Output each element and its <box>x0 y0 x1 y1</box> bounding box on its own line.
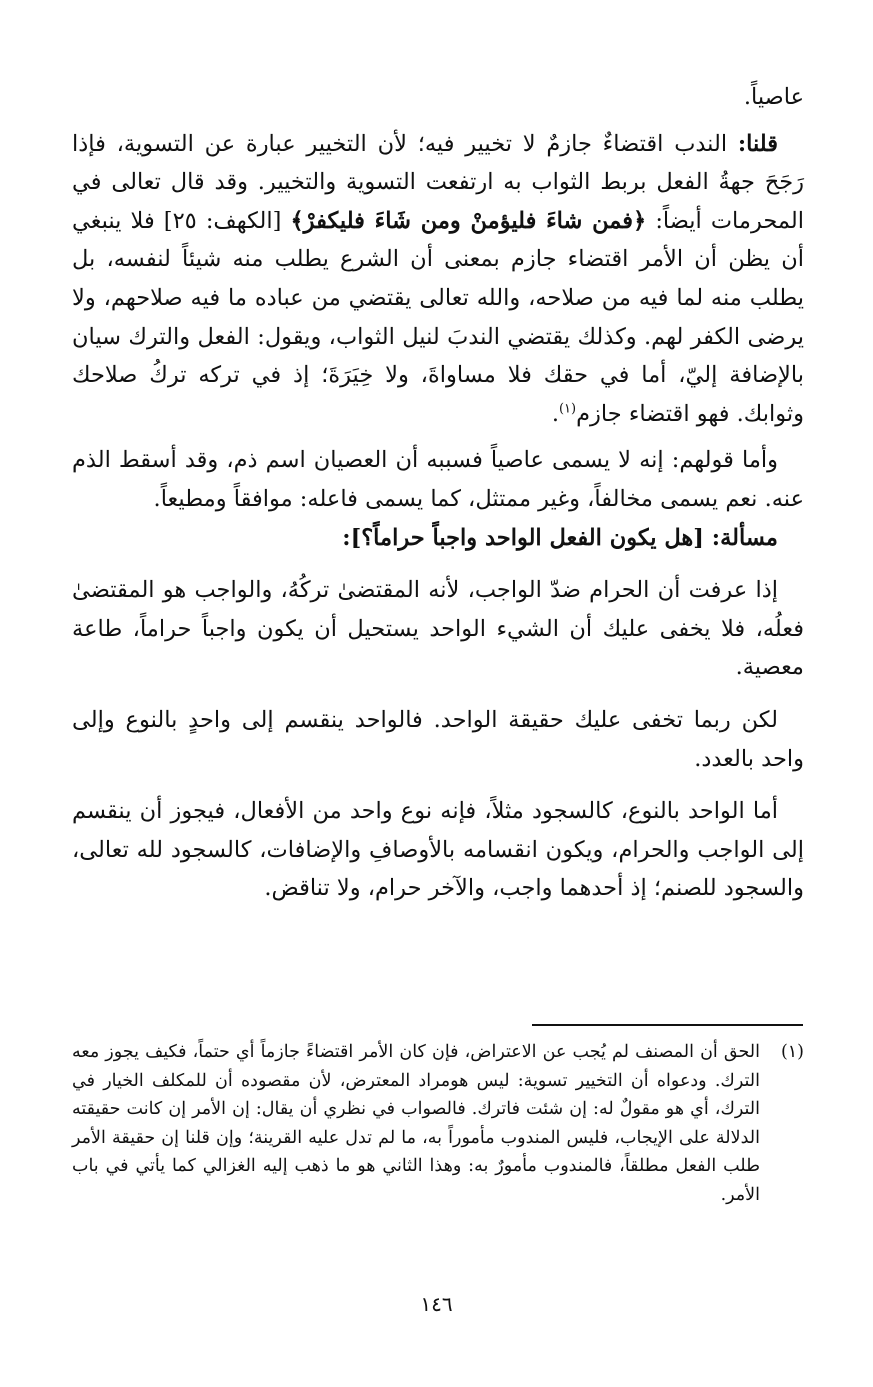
footnote-reference[interactable]: (١) <box>558 401 577 417</box>
paragraph-2-lead: قلنا: <box>737 130 778 157</box>
paragraph-2-end: . <box>551 400 559 427</box>
footnote <box>72 1038 804 1210</box>
quran-verse: ﴿فمن شاءَ فليؤمنْ ومن شَاءَ فليكفرْ﴾ <box>290 207 647 234</box>
paragraph-5: لكن ربما تخفى عليك حقيقة الواحد. فالواحد ينقسم إلى واحدٍ بالنوع وإلى واحد بالعدد. <box>72 706 804 772</box>
paragraph-2 <box>72 125 804 434</box>
paragraph-2-text-a: الندب اقتضاءٌ جازمٌ لا تخيير فيه؛ لأن التخيير عبارة عن التسوية، فإذا رَجَحَ جهةُ الفعل بربط الثواب به ارتفعت التسوية والتخيير. وقد قال تعالى في المحرمات أيضاً: <box>72 130 805 234</box>
paragraph-4: إذا عرفت أن الحرام ضدّ الواجب، لأنه المقتضىٰ تركُهُ، والواجب هو المقتضىٰ فعلُه، فلا يخفى عليك أن الشيء الواحد يستحيل أن يكون واجباً حراماً، طاعة معصية. <box>72 577 804 681</box>
paragraph-3: وأما قولهم: إنه لا يسمى عاصياً فسببه أن العصيان اسم ذم، وقد أسقط الذم عنه. نعم يسمى مخالفاً، وغير ممتثل، كما يسمى فاعله: موافقاً ومطيعاً. <box>72 447 804 512</box>
page-body <box>72 78 804 908</box>
section-heading-title: [هل يكون الفعل الواحد واجباً حراماً؟]: <box>342 524 712 551</box>
page-number: ١٤٦ <box>420 1292 453 1316</box>
paragraph-1: عاصياً. <box>743 84 804 110</box>
paragraph-6: أما الواحد بالنوع، كالسجود مثلاً، فإنه نوع واحد من الأفعال، فيجوز أن ينقسم إلى الواجب والحرام، ويكون انقسامه بالأوصافِ والإضافات، كالسجود لله تعالى، والسجود للصنم؛ إذ أحدهما واجب، والآخر حرام، ولا تناقض. <box>72 798 804 902</box>
section-heading-lead: مسألة: <box>711 524 778 551</box>
section-heading <box>72 519 804 558</box>
paragraph-2-text-b: [الكهف: ٢٥] فلا ينبغي أن يظن أن الأمر اقتضاء جازم بمعنى أن الشرع يطلب منه شيئاً لنفسه، بل يطلب منه لما فيه من صلاحه، والله تعالى يقتضي من عباده ما فيه صلاحهم، ولا يرضى الكفر لهم. وكذلك يقتضي الندبَ لنيل الثواب، ويقول: الفعل والترك سيان بالإضافة إليّ، أما في حقك فلا مساواةَ، ولا خِيَرَةَ؛ إذ في تركه تركُ صلاحك وثوابك. فهو اقتضاء جازم <box>72 207 804 427</box>
footnote-number: (١) <box>780 1042 804 1062</box>
footnote-text: الحق أن المصنف لم يُجب عن الاعتراض، فإن كان الأمر اقتضاءً جازماً أي حتماً، فكيف يجوز معه الترك. ودعواه أن التخيير تسوية: ليس هومراد المعترض، لأن مقصوده أن للمكلف الخيار في الترك، أي هو مقولٌ له: إن شئت فاترك. فالصواب في نظري أن يقال: إن الأمر إن كانت حقيقته الدلالة على الإيجاب، فليس المندوب مأموراً به، ما لم تدل عليه القرينة؛ وإن قلنا إن حقيقة الأمر طلب الفعل مطلقاً، فالمندوب مأمورٌ به: وهذا الثاني هو ما ذهب إليه الغزالي كما يأتي في باب الأمر. <box>72 1042 760 1205</box>
footnote-divider <box>532 1024 803 1026</box>
